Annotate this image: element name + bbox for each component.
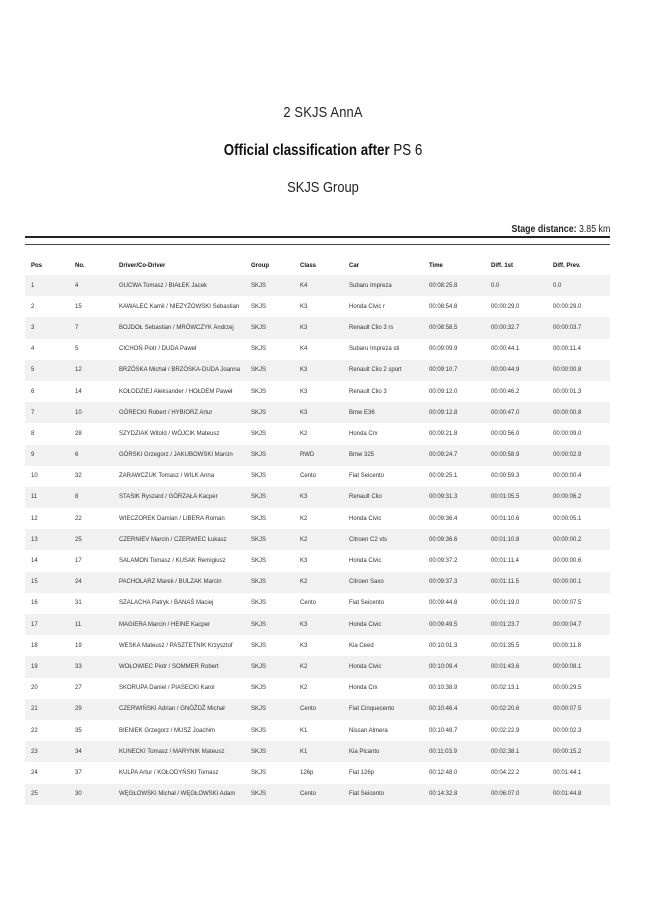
cell-diff-prev: 00:00:00.8 — [547, 360, 610, 381]
cell-group: SKJS — [251, 303, 267, 310]
cell-group: SKJS — [251, 769, 267, 776]
cell-time: 00:09:21.8 — [429, 430, 458, 437]
cell-pos: 15 — [25, 572, 69, 593]
cell-diff-prev: 00:00:07.5 — [553, 600, 582, 607]
results-table — [25, 257, 610, 805]
cell-number: 35 — [75, 727, 82, 734]
cell-pos: 11 — [25, 487, 69, 508]
cell-diff-prev: 00:00:07.5 — [547, 699, 610, 720]
cell-diff-prev: 00:00:04.7 — [547, 614, 610, 635]
cell-class: RWD — [294, 445, 343, 466]
cell-car: Honda Civic — [349, 515, 382, 522]
table-row — [25, 699, 610, 720]
cell-group: SKJS — [251, 685, 267, 692]
cell-time: 00:09:37.2 — [429, 558, 458, 565]
table-row — [25, 487, 610, 508]
cell-crew: SZYDZIAK Witold / WÓJCIK Mateusz — [119, 430, 220, 437]
cell-number: 4 — [69, 275, 113, 296]
cell-class: K2 — [300, 430, 308, 437]
table-row — [25, 593, 610, 614]
table-row — [25, 445, 610, 466]
cell-number: 37 — [75, 769, 82, 776]
cell-time: 00:09:12.0 — [429, 388, 458, 395]
cell-diff-prev: 00:01:44.1 — [553, 769, 582, 776]
cell-diff-prev: 00:00:02.3 — [553, 727, 582, 734]
table-row — [25, 423, 610, 444]
cell-car: Honda Civic — [349, 558, 382, 565]
cell-diff-prev: 00:00:00.6 — [553, 558, 582, 565]
cell-diff-first: 00:01:05.5 — [485, 487, 547, 508]
cell-crew: CICHOŃ Piotr / DUDA Paweł — [119, 346, 197, 353]
cell-diff-first: 00:00:56.0 — [491, 430, 520, 437]
cell-pos: 19 — [25, 656, 69, 677]
cell-time: 00:09:36.4 — [429, 515, 458, 522]
cell-diff-first: 00:01:23.7 — [485, 614, 547, 635]
cell-crew: PACHOLARZ Marek / BULZAK Marcin — [113, 572, 245, 593]
cell-time: 00:10:38.9 — [429, 685, 458, 692]
cell-car: Fiat Cinquecento — [343, 699, 423, 720]
cell-car: Citroen C2 vts — [343, 529, 423, 550]
cell-group: SKJS — [245, 656, 294, 677]
header-rule-bottom — [25, 244, 610, 245]
cell-crew: MAGIERA Marcin / HEINE Kacper — [113, 614, 245, 635]
cell-pos: 13 — [25, 529, 69, 550]
cell-crew: KOŁODZIEJ Aleksander / HOŁDEM Paweł — [119, 388, 233, 395]
cell-group: SKJS — [251, 642, 267, 649]
cell-diff-prev: 00:00:01.3 — [553, 388, 582, 395]
cell-group: SKJS — [245, 487, 294, 508]
cell-class: K4 — [300, 346, 308, 353]
table-row — [25, 296, 610, 317]
cell-group: SKJS — [245, 572, 294, 593]
cell-number: 6 — [69, 445, 113, 466]
cell-class: K3 — [300, 558, 308, 565]
cell-car: Fiat Seicento — [349, 600, 385, 607]
cell-pos: 10 — [31, 473, 38, 480]
cell-pos: 23 — [25, 741, 69, 762]
cell-class: K3 — [300, 642, 308, 649]
cell-time: 00:09:25.1 — [429, 473, 458, 480]
cell-diff-prev: 00:00:15.2 — [547, 741, 610, 762]
cell-car: Kia Picanto — [343, 741, 423, 762]
cell-group: SKJS — [251, 515, 267, 522]
cell-diff-prev: 00:00:00.2 — [547, 529, 610, 550]
cell-number: 17 — [75, 558, 82, 565]
column-header: Car — [349, 263, 360, 269]
cell-group: SKJS — [245, 317, 294, 338]
cell-time: 00:10:48.7 — [429, 727, 458, 734]
cell-class: K2 — [300, 685, 308, 692]
cell-group: SKJS — [245, 529, 294, 550]
cell-crew: SZALACHA Patryk / BANAŚ Maciej — [119, 600, 214, 607]
cell-car: Honda Crx — [349, 430, 378, 437]
cell-crew: STASIK Ryszard / GÓRZAŁA Kacper — [113, 487, 245, 508]
table-row — [25, 572, 610, 593]
table-row — [25, 741, 610, 762]
cell-diff-first: 0.0 — [485, 275, 547, 296]
cell-diff-prev: 00:00:00.1 — [547, 572, 610, 593]
cell-diff-prev: 00:01:44.8 — [547, 784, 610, 805]
group-name: SKJS Group — [287, 179, 359, 196]
cell-pos: 18 — [31, 642, 38, 649]
cell-diff-first: 00:00:58.9 — [485, 445, 547, 466]
cell-class: K3 — [294, 360, 343, 381]
cell-group: SKJS — [251, 600, 267, 607]
cell-group: SKJS — [251, 430, 267, 437]
cell-pos: 1 — [25, 275, 69, 296]
cell-car: Fiat Seicento — [343, 784, 423, 805]
cell-diff-first: 00:01:35.5 — [491, 642, 520, 649]
cell-number: 8 — [69, 487, 113, 508]
cell-number: 14 — [75, 388, 82, 395]
cell-car: Renault Clio 3 — [349, 388, 387, 395]
table-row — [25, 635, 610, 656]
cell-number: 28 — [75, 430, 82, 437]
cell-time: 00:12:48.0 — [429, 769, 458, 776]
cell-number: 31 — [75, 600, 82, 607]
cell-diff-first: 00:01:10.8 — [485, 529, 547, 550]
cell-class: K3 — [300, 303, 308, 310]
cell-diff-first: 00:01:19.0 — [491, 600, 520, 607]
cell-time: 00:09:24.7 — [423, 445, 485, 466]
column-header: Pos — [31, 263, 43, 269]
cell-diff-prev: 00:00:05.1 — [553, 515, 582, 522]
cell-class: K2 — [294, 572, 343, 593]
cell-time: 00:08:25.8 — [423, 275, 485, 296]
cell-number: 33 — [69, 656, 113, 677]
cell-car: Honda Civic — [343, 656, 423, 677]
cell-diff-first: 00:02:22.9 — [491, 727, 520, 734]
cell-class: K3 — [294, 402, 343, 423]
cell-class: 126p — [300, 769, 314, 776]
column-header: Diff. 1st — [491, 263, 514, 269]
classification-heading — [45, 142, 601, 160]
column-header: Driver/Co-Driver — [119, 263, 166, 269]
cell-crew: SKORUPA Daniel / PIASECKI Karol — [119, 685, 215, 692]
cell-class: K3 — [294, 614, 343, 635]
stage-distance-label: Stage distance: — [511, 224, 577, 235]
table-row — [25, 360, 610, 381]
cell-pos: 25 — [25, 784, 69, 805]
cell-car: Citroen Saxo — [343, 572, 423, 593]
cell-time: 00:08:58.5 — [423, 317, 485, 338]
cell-time: 00:09:49.5 — [423, 614, 485, 635]
cell-number: 22 — [75, 515, 82, 522]
cell-car: Renault Clio 2 sport — [343, 360, 423, 381]
cell-number: 29 — [69, 699, 113, 720]
cell-class: K1 — [300, 727, 308, 734]
cell-class: K3 — [294, 317, 343, 338]
table-row — [25, 466, 610, 487]
table-row — [25, 656, 610, 677]
cell-group: SKJS — [251, 346, 267, 353]
cell-diff-first: 00:02:38.1 — [485, 741, 547, 762]
cell-number: 7 — [69, 317, 113, 338]
column-header: No. — [75, 263, 85, 269]
cell-crew: WĘGŁOWSKI Michał / WĘGŁOWSKI Adam — [113, 784, 245, 805]
cell-diff-first: 00:02:13.1 — [491, 685, 520, 692]
cell-pos: 3 — [25, 317, 69, 338]
cell-pos: 9 — [25, 445, 69, 466]
table-row — [25, 381, 610, 402]
cell-car: Fiat 126p — [349, 769, 375, 776]
cell-number: 15 — [75, 303, 82, 310]
table-row — [25, 614, 610, 635]
cell-time: 00:10:09.4 — [423, 656, 485, 677]
table-row — [25, 762, 610, 783]
cell-class: K2 — [294, 529, 343, 550]
cell-number: 27 — [75, 685, 82, 692]
table-row — [25, 275, 610, 296]
header-rule-top — [25, 236, 610, 238]
table-row — [25, 720, 610, 741]
cell-car: Nissan Almera — [349, 727, 388, 734]
cell-time: 00:11:03.9 — [423, 741, 485, 762]
column-header: Diff. Prev. — [553, 263, 581, 269]
cell-group: SKJS — [245, 614, 294, 635]
cell-pos: 17 — [25, 614, 69, 635]
cell-pos: 12 — [31, 515, 38, 522]
cell-diff-first: 00:06:07.0 — [485, 784, 547, 805]
cell-diff-prev: 00:00:11.8 — [553, 642, 581, 649]
cell-car: Renault Clio 3 rs — [343, 317, 423, 338]
results-body — [25, 275, 610, 805]
cell-number: 11 — [69, 614, 113, 635]
cell-pos: 4 — [31, 346, 35, 353]
cell-diff-prev: 00:00:11.4 — [553, 346, 581, 353]
cell-number: 5 — [75, 346, 79, 353]
cell-car: Subaru Impreza — [343, 275, 423, 296]
cell-time: 00:14:32.8 — [423, 784, 485, 805]
table-row — [25, 508, 610, 529]
cell-car: Subaru Impreza sti — [349, 346, 400, 353]
cell-crew: WOŁOWIEC Piotr / SOMMER Robert — [113, 656, 245, 677]
cell-time: 00:09:09.9 — [429, 346, 458, 353]
cell-pos: 2 — [31, 303, 35, 310]
cell-crew: ZARAWCZUK Tomasz / WILK Anna — [119, 473, 215, 480]
cell-diff-first: 00:00:44.9 — [485, 360, 547, 381]
cell-group: SKJS — [245, 402, 294, 423]
cell-crew: CZERNIEV Marcin / CZERWIEC Łukasz — [113, 529, 245, 550]
cell-car: Honda Crx — [349, 685, 378, 692]
cell-pos: 24 — [31, 769, 38, 776]
cell-diff-prev: 00:00:29.5 — [553, 685, 582, 692]
cell-number: 19 — [75, 642, 82, 649]
cell-group: SKJS — [245, 699, 294, 720]
table-row — [25, 784, 610, 805]
cell-number: 25 — [69, 529, 113, 550]
cell-diff-first: 00:01:10.6 — [491, 515, 520, 522]
table-row — [25, 550, 610, 571]
table-row — [25, 678, 610, 699]
table-row — [25, 339, 610, 360]
cell-class: K2 — [294, 656, 343, 677]
table-row — [25, 317, 610, 338]
cell-pos: 8 — [31, 430, 35, 437]
cell-time: 00:09:12.8 — [423, 402, 485, 423]
cell-crew: BRZÓSKA Michał / BRZÓSKA-DUDA Joanna — [113, 360, 245, 381]
cell-time: 00:09:31.3 — [423, 487, 485, 508]
cell-diff-prev: 00:00:08.1 — [547, 656, 610, 677]
cell-diff-prev: 00:00:06.2 — [547, 487, 610, 508]
cell-diff-first: 00:01:11.5 — [485, 572, 547, 593]
cell-number: 32 — [75, 473, 82, 480]
column-header: Group — [251, 263, 269, 269]
cell-diff-first: 00:01:43.6 — [485, 656, 547, 677]
cell-class: Cento — [294, 699, 343, 720]
cell-time: 00:09:37.3 — [423, 572, 485, 593]
cell-crew: CZERWIŃSKI Adrian / GNÓŹDŹ Michał — [113, 699, 245, 720]
cell-diff-prev: 00:00:00.8 — [547, 402, 610, 423]
cell-group: SKJS — [245, 275, 294, 296]
stage-distance-value: 3.85 km — [578, 224, 610, 235]
cell-crew: GÓRSKI Grzegorz / JAKUBOWSKI Marcin — [113, 445, 245, 466]
cell-crew: WESKA Mateusz / PASZTETNIK Krzysztof — [119, 642, 233, 649]
column-header: Time — [429, 263, 443, 269]
column-header: Class — [300, 263, 317, 269]
cell-group: SKJS — [251, 558, 267, 565]
cell-class: Cento — [300, 473, 317, 480]
cell-group: SKJS — [245, 784, 294, 805]
cell-time: 00:10:01.3 — [429, 642, 458, 649]
cell-group: SKJS — [251, 388, 267, 395]
cell-car: Kia Ceed — [349, 642, 374, 649]
cell-diff-first: 00:04:22.2 — [491, 769, 520, 776]
cell-number: 30 — [69, 784, 113, 805]
cell-class: K1 — [294, 741, 343, 762]
cell-group: SKJS — [245, 360, 294, 381]
cell-diff-prev: 00:00:03.7 — [547, 317, 610, 338]
cell-pos: 16 — [31, 600, 38, 607]
stage-distance — [511, 224, 610, 235]
cell-number: 10 — [69, 402, 113, 423]
cell-crew: KUNECKI Tomasz / MARYNIK Mateusz — [113, 741, 245, 762]
cell-group: SKJS — [251, 473, 267, 480]
table-row — [25, 529, 610, 550]
cell-time: 00:10:46.4 — [423, 699, 485, 720]
cell-diff-first: 00:02:20.6 — [485, 699, 547, 720]
cell-diff-first: 00:00:46.2 — [491, 388, 520, 395]
cell-time: 00:09:44.8 — [429, 600, 458, 607]
cell-pos: 5 — [25, 360, 69, 381]
classification-heading-bold: Official classification after — [223, 142, 390, 159]
cell-crew: SALAMON Tomasz / KUSAK Remigiusz — [119, 558, 226, 565]
cell-diff-prev: 00:00:29.0 — [553, 303, 582, 310]
cell-pos: 20 — [31, 685, 38, 692]
cell-class: K4 — [294, 275, 343, 296]
cell-diff-prev: 00:00:02.9 — [547, 445, 610, 466]
cell-diff-first: 00:00:32.7 — [485, 317, 547, 338]
cell-car: Honda Civic — [343, 614, 423, 635]
cell-car: Honda Civic r — [349, 303, 386, 310]
cell-pos: 22 — [31, 727, 38, 734]
cell-class: Cento — [300, 600, 317, 607]
cell-class: K2 — [300, 515, 308, 522]
cell-diff-first: 00:00:29.0 — [491, 303, 520, 310]
cell-class: Cento — [294, 784, 343, 805]
cell-crew: GÓRECKI Robert / HYBIORZ Artur — [113, 402, 245, 423]
table-row — [25, 402, 610, 423]
cell-crew: BIENIEK Grzegorz / MUSZ Joachim — [119, 727, 216, 734]
cell-group: SKJS — [251, 727, 267, 734]
cell-crew: KAWALEC Kamil / NIEZYŻOWSKI Sebastian — [119, 303, 240, 310]
cell-time: 00:08:54.8 — [429, 303, 458, 310]
cell-car: Fiat Seicento — [349, 473, 385, 480]
cell-number: 12 — [69, 360, 113, 381]
cell-car: Bmw E36 — [343, 402, 423, 423]
cell-diff-first: 00:00:47.0 — [485, 402, 547, 423]
cell-class: K3 — [300, 388, 308, 395]
cell-number: 24 — [69, 572, 113, 593]
cell-diff-first: 00:00:59.3 — [491, 473, 520, 480]
cell-crew: GUCWA Tomasz / BIAŁEK Jacek — [113, 275, 245, 296]
cell-time: 00:09:10.7 — [423, 360, 485, 381]
cell-crew: WIECZOREK Damian / LIBERA Roman — [119, 515, 225, 522]
cell-pos: 6 — [31, 388, 35, 395]
cell-diff-first: 00:01:11.4 — [491, 558, 519, 565]
cell-pos: 14 — [31, 558, 38, 565]
classification-heading-stage: PS 6 — [393, 142, 423, 159]
cell-pos: 7 — [25, 402, 69, 423]
cell-class: K3 — [294, 487, 343, 508]
cell-time: 00:09:36.6 — [423, 529, 485, 550]
cell-group: SKJS — [245, 741, 294, 762]
cell-car: Renault Clio — [343, 487, 423, 508]
cell-crew: KULPA Artur / KOŁODYŃSKI Tomasz — [119, 769, 219, 776]
cell-diff-prev: 0.0 — [547, 275, 610, 296]
cell-diff-prev: 00:00:09.0 — [553, 430, 582, 437]
cell-group: SKJS — [245, 445, 294, 466]
table-header-row — [25, 257, 610, 275]
cell-car: Bmw 325 — [343, 445, 423, 466]
cell-diff-prev: 00:00:00.4 — [553, 473, 582, 480]
cell-number: 34 — [69, 741, 113, 762]
cell-pos: 21 — [25, 699, 69, 720]
cell-diff-first: 00:00:44.1 — [491, 346, 520, 353]
event-title: 2 SKJS AnnA — [283, 104, 363, 121]
cell-crew: BOJDOŁ Sebastian / MRÓWCZYK Andrzej — [113, 317, 245, 338]
